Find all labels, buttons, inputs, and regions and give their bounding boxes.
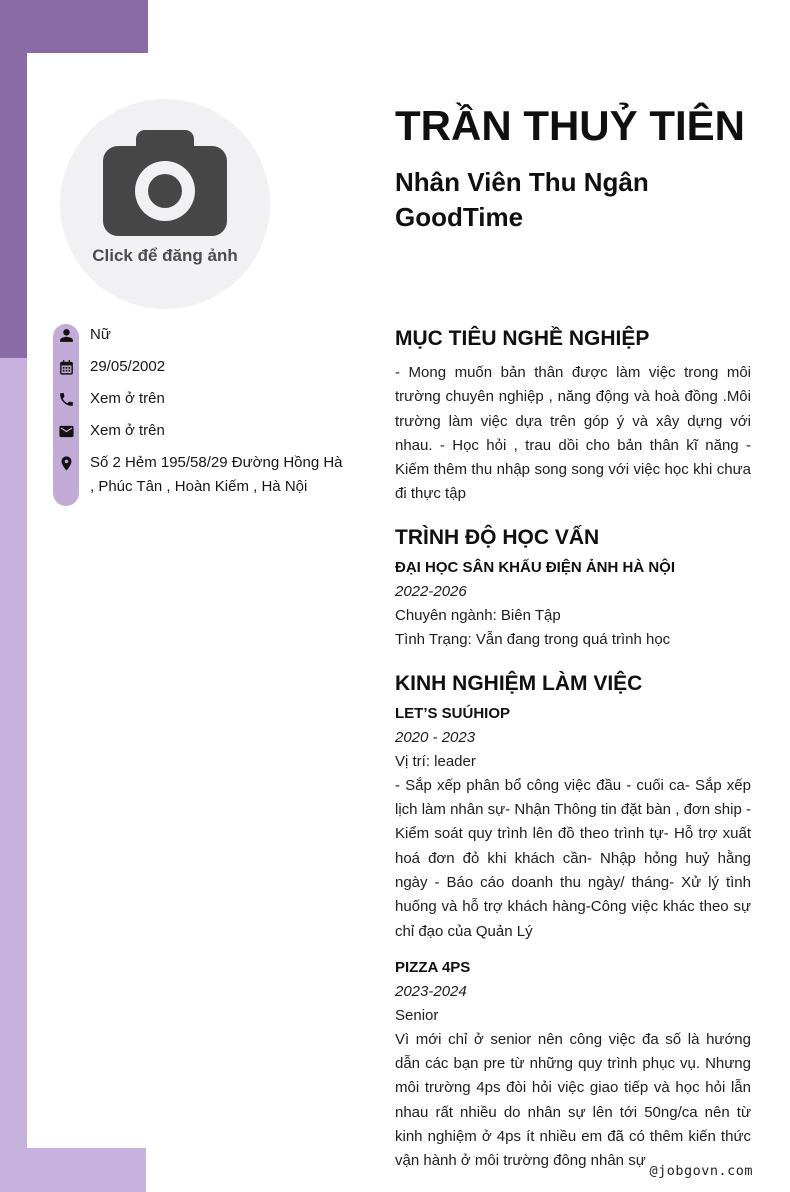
contact-email: Xem ở trên (90, 422, 165, 439)
camera-icon (103, 130, 227, 240)
job-description: - Sắp xếp phân bổ công việc đầu - cuối ca- Sắp xếp lịch làm nhân sự- Nhận Thông tin đặt bàn , đơn ship - Kiểm soát quy trình lên đồ theo trình tự- Hỗ trợ xuất hoá đơn đỏ khi khách cần- Nhập hỏng huỷ hằng ngày - Báo cáo doanh thu ngày/ tháng- Xử lý tình huống và hỗ trợ khách hàng-Công việc khác theo sự chỉ đạo của Quản Lý (395, 776, 751, 940)
experience-job-2 (395, 956, 751, 1174)
job-title-line2: GoodTime (395, 202, 524, 232)
contact-address: Số 2 Hẻm 195/58/29 Đường Hồng Hà , Phúc Tân , Hoàn Kiếm , Hà Nội (90, 454, 343, 495)
section-title-education: TRÌNH ĐỘ HỌC VẤN (395, 525, 600, 549)
photo-upload-button[interactable] (60, 99, 270, 309)
contact-gender: Nữ (90, 326, 111, 343)
photo-upload-caption: Click để đăng ảnh (92, 246, 238, 265)
section-title-objective: MỤC TIÊU NGHỀ NGHIỆP (395, 327, 650, 350)
candidate-job-title (395, 165, 755, 235)
resume-main-column (395, 325, 751, 1174)
accent-left-bar-light (0, 358, 27, 1192)
job-company: PIZZA 4PS (395, 958, 471, 976)
job-role: Senior (395, 1006, 439, 1024)
candidate-name: TRẦN THUỶ TIÊN (395, 102, 745, 149)
contact-birthdate: 29/05/2002 (90, 358, 166, 375)
section-title-experience: KINH NGHIỆM LÀM VIỆC (395, 671, 643, 695)
job-years: 2023-2024 (395, 982, 467, 1000)
contact-icon-pill (53, 324, 79, 506)
experience-job-1 (395, 702, 751, 944)
job-title-line1: Nhân Viên Thu Ngân (395, 167, 649, 197)
accent-left-bar-dark (0, 0, 27, 358)
email-icon (58, 423, 75, 440)
job-years: 2020 - 2023 (395, 728, 476, 746)
location-icon (58, 455, 75, 472)
job-description: Vì mới chỉ ở senior nên công việc đa số là hướng dẫn các bạn pre từ những quy trình phục vụ. Nhưng môi trường 4ps đòi hỏi việc giao tiếp và học hỏi lẫn nhau rất nhiều do nhân sự lên tới 50ng/ca nên từ kinh nghiệm ở 4ps ít nhiều em đã có thêm kiến thức vận hành ở môi trường đông nhân sự (395, 1030, 751, 1170)
person-icon (58, 327, 75, 344)
education-status: Tình Trạng: Vẫn đang trong quá trình học (395, 630, 671, 648)
contact-phone: Xem ở trên (90, 390, 165, 407)
education-years: 2022-2026 (395, 582, 467, 600)
watermark: @jobgovn.com (649, 1163, 753, 1179)
calendar-icon (58, 359, 75, 376)
objective-text: - Mong muốn bản thân được làm việc trong môi trường chuyên nghiệp , năng động và hoà đồng .Môi trường làm việc dựa trên góp ý và xây dựng với nhau. - Học hỏi , trau dồi cho bản thân kĩ năng - Kiếm thêm thu nhập song song với việc học khi chưa đi thực tập (395, 364, 751, 503)
phone-icon (58, 391, 75, 408)
job-role: Vị trí: leader (395, 752, 476, 770)
job-company: LET’S SUÚHIOP (395, 704, 511, 722)
accent-bottom-left-rect (0, 1148, 146, 1192)
education-major: Chuyên ngành: Biên Tập (395, 606, 561, 624)
education-school: ĐẠI HỌC SÂN KHẤU ĐIỆN ẢNH HÀ NỘI (395, 558, 676, 576)
